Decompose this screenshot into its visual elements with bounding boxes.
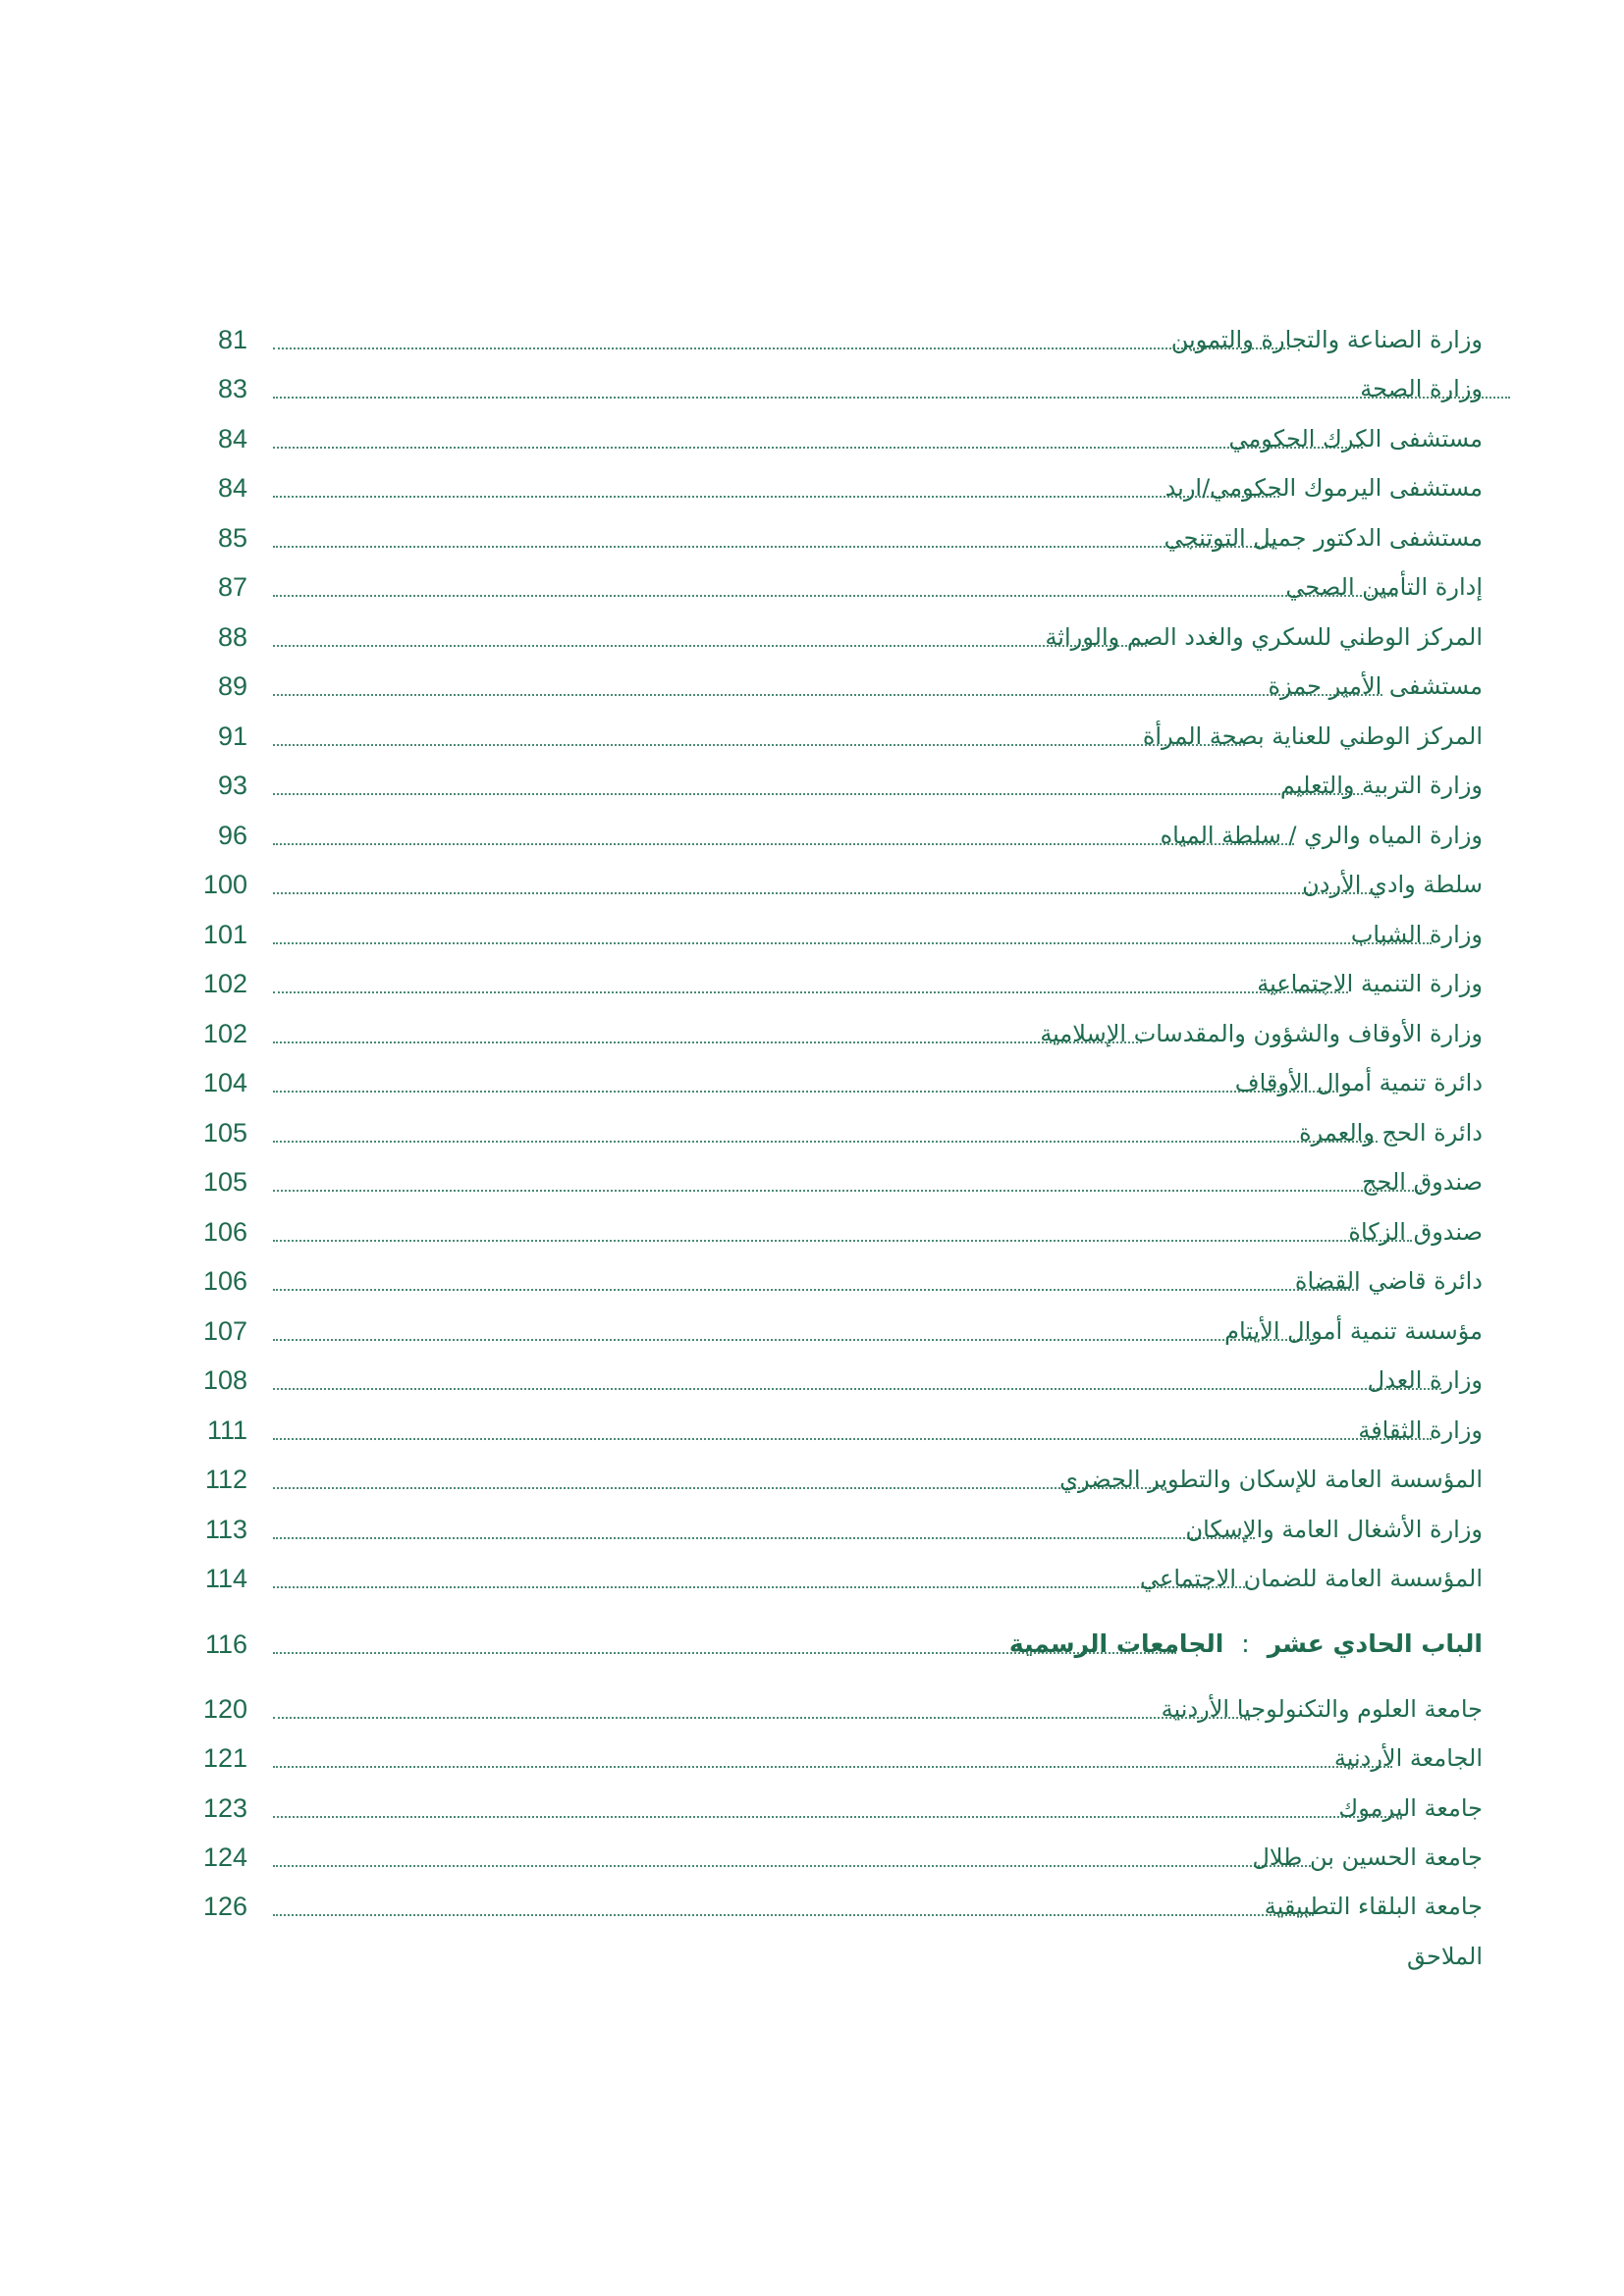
- dot-leader: [273, 1339, 1314, 1341]
- toc-entry[interactable]: [167, 1885, 1483, 1928]
- toc-page-number: 85: [217, 523, 247, 553]
- toc-page-number: 116: [204, 1629, 247, 1659]
- toc-page-number: 121: [202, 1743, 247, 1773]
- toc-page-number: 87: [217, 572, 247, 602]
- toc-page-number: 100: [202, 870, 247, 899]
- dot-leader: [273, 1816, 1402, 1818]
- toc-entry-title: الملاحق: [1406, 1943, 1483, 1970]
- dot-leader: [273, 546, 1274, 548]
- toc-page-number: 91: [217, 721, 247, 751]
- dot-leader: [273, 1766, 1392, 1768]
- toc-entry[interactable]: [167, 1458, 1483, 1501]
- toc-entry-title: الجامعة الأردنية: [1333, 1744, 1483, 1772]
- toc-page-number: 88: [217, 622, 247, 652]
- dot-leader: [273, 744, 1245, 746]
- toc-entry-title: المركز الوطني للسكري والغدد الصم والوراثة: [1045, 623, 1483, 651]
- chapter-label: الباب الحادي عشر: [1267, 1629, 1483, 1658]
- toc-entry[interactable]: [167, 466, 1483, 509]
- toc-entry-title: المركز الوطني للعناية بصحة المرأة: [1142, 722, 1483, 750]
- toc-entry-title: مستشفى الكرك الحكومي: [1228, 425, 1483, 453]
- toc-entry[interactable]: [167, 1160, 1483, 1203]
- dot-leader: [273, 1487, 1166, 1489]
- chapter-separator: :: [1241, 1629, 1250, 1658]
- toc-page-number: 93: [217, 771, 247, 800]
- dot-leader: [273, 1289, 1358, 1291]
- toc-page-number: 101: [202, 920, 247, 949]
- toc-entry-title: المؤسسة العامة للضمان الاجتماعي: [1140, 1565, 1483, 1592]
- toc-page-number: 104: [202, 1068, 247, 1097]
- toc-entry[interactable]: [167, 1309, 1483, 1353]
- dot-leader: [273, 892, 1382, 894]
- toc-entry[interactable]: [167, 665, 1483, 708]
- dot-leader: [273, 1190, 1422, 1192]
- toc-entry[interactable]: [167, 1557, 1483, 1600]
- toc-entry-title: المؤسسة العامة للإسكان والتطوير الحضري: [1059, 1466, 1483, 1493]
- toc-entry-title: جامعة البلقاء التطبيقية: [1264, 1893, 1483, 1920]
- chapter-title: الجامعات الرسمية: [1008, 1629, 1224, 1658]
- toc-page-number: 83: [217, 374, 247, 403]
- toc-entry-title: صندوق الزكاة: [1348, 1218, 1483, 1246]
- dot-leader: [273, 1141, 1378, 1143]
- dot-leader: [273, 595, 1397, 597]
- toc-entry[interactable]: [167, 417, 1483, 460]
- toc-entry-title: صندوق الحج: [1361, 1168, 1483, 1196]
- toc-entry[interactable]: [167, 1409, 1483, 1452]
- dot-leader: [273, 1388, 1441, 1390]
- toc-entry[interactable]: [167, 814, 1483, 857]
- toc-page-number: 107: [202, 1316, 247, 1346]
- toc-entry-title: مستشفى اليرموك الحكومي/اربد: [1164, 474, 1483, 502]
- toc-entry[interactable]: [167, 962, 1483, 1005]
- toc-entry-title: وزارة الشباب: [1350, 921, 1483, 948]
- toc-entry-title: جامعة الحسين بن طلال: [1252, 1843, 1483, 1871]
- dot-leader: [273, 347, 1289, 349]
- toc-entry-title: وزارة الصناعة والتجارة والتموين: [1170, 326, 1483, 353]
- toc-entry-title: وزارة الصحة: [1360, 375, 1483, 402]
- toc-page-number: 120: [202, 1694, 247, 1724]
- toc-page-number: 89: [217, 671, 247, 701]
- dot-leader: [273, 1914, 1314, 1916]
- toc-entry-title: جامعة اليرموك: [1338, 1794, 1483, 1822]
- toc-entry[interactable]: [167, 1787, 1483, 1830]
- toc-page-number: 114: [204, 1564, 247, 1593]
- toc-entry[interactable]: [167, 715, 1483, 758]
- toc-entry[interactable]: [167, 318, 1483, 361]
- toc-chapter-heading[interactable]: [167, 1623, 1483, 1666]
- toc-page-number: 108: [202, 1365, 247, 1395]
- toc-entry[interactable]: [167, 565, 1483, 609]
- toc-entry-title: دائرة الحج والعمرة: [1299, 1119, 1483, 1147]
- toc-entry[interactable]: [167, 1061, 1483, 1104]
- dot-leader: [273, 843, 1294, 845]
- dot-leader: [273, 1537, 1255, 1539]
- toc-entry-title: وزارة العدل: [1367, 1366, 1483, 1394]
- toc-entry-title: وزارة التنمية الاجتماعية: [1257, 970, 1483, 997]
- toc-entry[interactable]: [167, 1836, 1483, 1879]
- toc-page-number: 126: [202, 1892, 247, 1921]
- toc-entry-title: وزارة الأوقاف والشؤون والمقدسات الإسلامية: [1040, 1020, 1483, 1047]
- dot-leader: [273, 1586, 1245, 1588]
- toc-page-number: 123: [202, 1793, 247, 1823]
- dot-leader: [273, 645, 1147, 647]
- toc-entry-title: دائرة قاضي القضاة: [1294, 1267, 1483, 1295]
- toc-entry-title: وزارة الأشغال العامة والإسكان: [1185, 1516, 1483, 1543]
- toc-page-number: 102: [202, 1019, 247, 1048]
- dot-leader: [273, 397, 1510, 399]
- toc-page-number: 102: [202, 969, 247, 998]
- toc-entry-title: دائرة تنمية أموال الأوقاف: [1234, 1069, 1483, 1096]
- toc-page-number: 96: [217, 821, 247, 850]
- toc-entry[interactable]: [167, 913, 1483, 956]
- dot-leader: [273, 1865, 1314, 1867]
- toc-entry[interactable]: [167, 1736, 1483, 1780]
- dot-leader: [273, 793, 1363, 795]
- toc-entry-title: وزارة التربية والتعليم: [1279, 772, 1483, 799]
- toc-entry-title: وزارة الثقافة: [1358, 1416, 1483, 1444]
- toc-entry[interactable]: [167, 1259, 1483, 1303]
- dot-leader: [273, 1717, 1250, 1719]
- toc-entry[interactable]: [167, 1210, 1483, 1254]
- toc-entry[interactable]: [167, 1012, 1483, 1055]
- dot-leader: [273, 447, 1363, 449]
- toc-entry[interactable]: [167, 615, 1483, 659]
- toc-page-number: 84: [217, 473, 247, 503]
- toc-entry[interactable]: [167, 367, 1483, 410]
- toc-page-number: 81: [217, 325, 247, 354]
- toc-page-number: 112: [204, 1465, 247, 1494]
- toc-entry[interactable]: [167, 863, 1483, 906]
- toc-entry-title: مستشفى الأمير حمزة: [1268, 672, 1483, 700]
- toc-entry[interactable]: [167, 1508, 1483, 1551]
- toc-entry[interactable]: [167, 1111, 1483, 1154]
- toc-page-number: 106: [202, 1217, 247, 1247]
- dot-leader: [273, 1240, 1412, 1242]
- toc-entry-title: جامعة العلوم والتكنولوجيا الأردنية: [1161, 1695, 1483, 1723]
- chapter-heading-text: [1009, 1623, 1483, 1666]
- dot-leader: [273, 991, 1348, 993]
- toc-entry[interactable]: [167, 1359, 1483, 1402]
- dot-leader: [273, 942, 1432, 944]
- toc-page-number: 111: [206, 1415, 247, 1445]
- toc-entry[interactable]: [167, 1687, 1483, 1731]
- toc-page-number: 106: [202, 1266, 247, 1296]
- dot-leader: [273, 1091, 1338, 1093]
- toc-page-number: 124: [202, 1842, 247, 1872]
- toc-page-number: 84: [217, 424, 247, 454]
- toc-entry-title: مستشفى الدكتور جميل التوتنجي: [1164, 524, 1483, 552]
- dot-leader: [273, 694, 1382, 696]
- toc-entry[interactable]: [167, 764, 1483, 807]
- toc-entry[interactable]: [167, 516, 1483, 560]
- toc-entry-title: إدارة التأمين الصحي: [1285, 573, 1483, 601]
- toc-page-number: 105: [202, 1167, 247, 1197]
- toc-entry-title: سلطة وادي الأردن: [1302, 871, 1483, 898]
- toc-page-number: 105: [202, 1118, 247, 1148]
- dot-leader: [273, 496, 1279, 498]
- toc-page-number: 113: [204, 1515, 247, 1544]
- toc-entry-title: وزارة المياه والري / سلطة المياه: [1160, 822, 1483, 849]
- dot-leader: [273, 1438, 1432, 1440]
- dot-leader: [273, 1041, 1142, 1043]
- toc-entry-appendix[interactable]: [167, 1935, 1483, 1978]
- toc-entry-title: مؤسسة تنمية أموال الأيتام: [1224, 1317, 1483, 1345]
